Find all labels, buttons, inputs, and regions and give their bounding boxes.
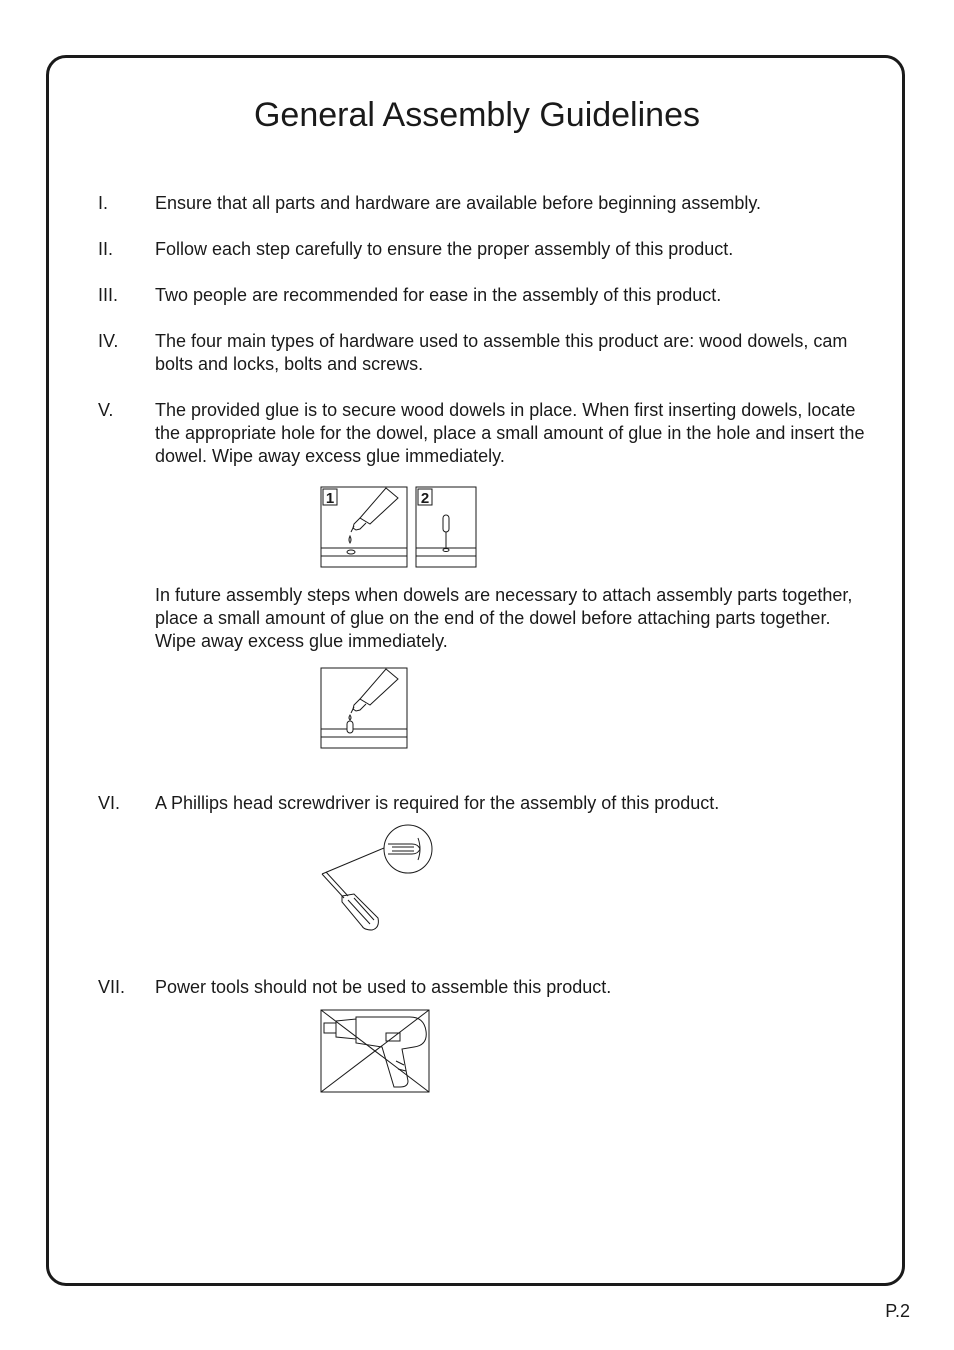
item-text: The four main types of hardware used to assemble this product are: wood dowels, cam bolts and locks, bolts and screws. (155, 331, 848, 374)
dowel-hole-icon (347, 550, 355, 554)
dowel-glue-note: In future assembly steps when dowels are necessary to attach assembly parts together, place a small amount of glue on the end of the dowel before attaching parts together. Wipe away excess glue immediately. (155, 585, 853, 651)
item-text: The provided glue is to secure wood dowels in place. When first inserting dowels, locate the appropriate hole for the dowel, place a small amount of glue in the hole and insert the dowel. Wipe away excess glue immediately. (155, 400, 865, 466)
item-number: VI. (98, 793, 121, 813)
item-text: Two people are recommended for ease in the assembly of this product. (155, 285, 722, 305)
power-drill-icon (324, 1017, 426, 1087)
step-2-label: 2 (420, 490, 430, 507)
step-1-label: 1 (325, 490, 335, 507)
item-number: II. (98, 239, 114, 259)
glue-drop-icon (349, 536, 351, 543)
phillips-screwdriver-icon (318, 822, 438, 938)
item-text: Follow each step carefully to ensure the proper assembly of this product. (155, 239, 734, 259)
no-power-drill-icon (320, 1009, 432, 1095)
glue-dowel-steps-figure (320, 486, 480, 570)
glue-dowel-end-figure (320, 667, 410, 751)
item-number: VII. (98, 977, 126, 997)
dowel-icon (347, 721, 353, 733)
glue-drop-icon (349, 715, 351, 720)
glue-bottle-icon (351, 488, 398, 532)
item-text: Ensure that all parts and hardware are available before beginning assembly. (155, 193, 762, 213)
glue-bottle-icon (351, 669, 398, 713)
item-text: Power tools should not be used to assemble this product. (155, 977, 612, 997)
step-1-panel (321, 487, 407, 567)
item-number: IV. (98, 331, 119, 351)
step-2-panel (416, 487, 476, 567)
item-number: V. (98, 400, 114, 420)
page-number: P.2 (885, 1301, 910, 1321)
item-number: III. (98, 285, 119, 305)
item-number: I. (98, 193, 109, 213)
dowel-icon (443, 515, 449, 552)
page-title: General Assembly Guidelines (253, 96, 700, 134)
item-text: A Phillips head screwdriver is required for the assembly of this product. (155, 793, 720, 813)
